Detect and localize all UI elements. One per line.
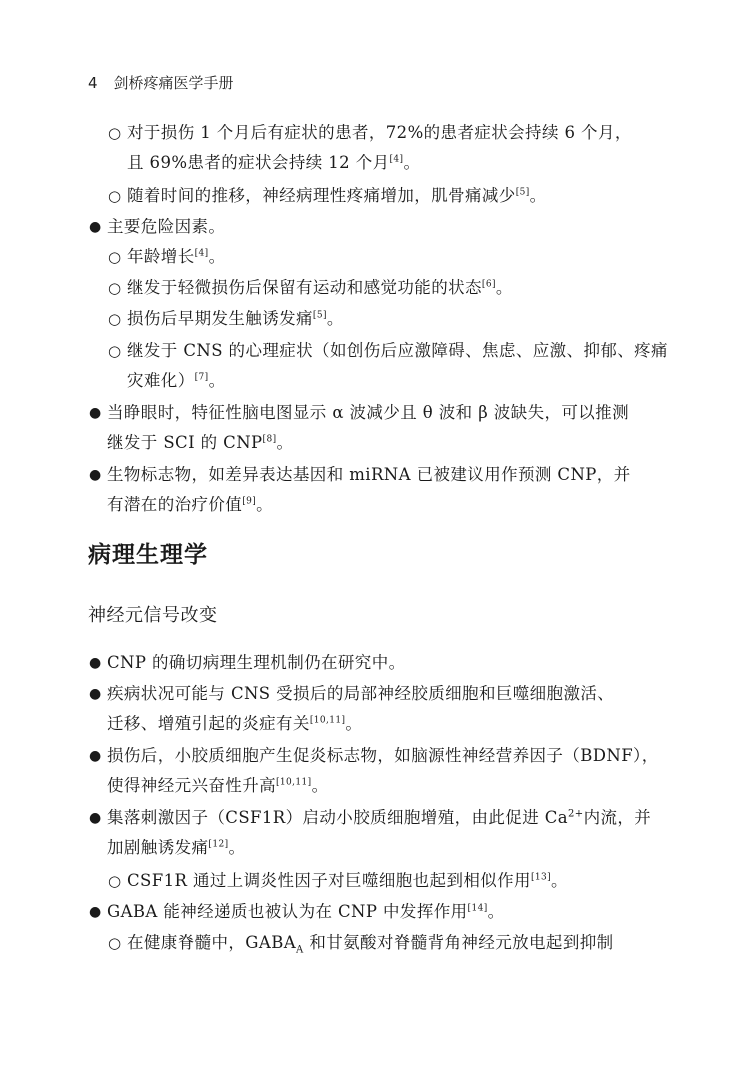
ion-charge: 2+: [568, 808, 584, 820]
citation-ref: [4]: [194, 248, 209, 259]
list-item: [108, 336, 668, 396]
text-run: CSF1R 通过上调炎性因子对巨噬细胞也起到相似作用: [127, 871, 531, 890]
text-run: 。: [228, 838, 246, 857]
bullet-hollow-icon: ○: [108, 187, 122, 205]
text-run: 有潜在的治疗价值: [107, 495, 243, 514]
list-item: [108, 273, 513, 303]
text-line: [127, 118, 632, 148]
text-run: 迁移、增殖引起的炎症有关: [107, 714, 310, 733]
list-item: [89, 212, 226, 242]
list-item: [108, 304, 344, 334]
text-run: 损伤后早期发生触诱发痛: [127, 309, 313, 328]
text-run: 年龄增长: [127, 247, 195, 266]
text-run: 随着时间的推移，神经病理性疼痛增加，肌骨痛减少: [127, 186, 516, 205]
text-line: [107, 212, 225, 242]
list-item: [89, 460, 631, 520]
text-run: 损伤后，小胶质细胞产生促炎标志物，如脑源性神经营养因子（BDNF），: [107, 746, 659, 765]
list-item: [89, 741, 659, 801]
text-line: [107, 490, 631, 520]
text-run: 。: [208, 247, 226, 266]
citation-ref: [9]: [242, 496, 257, 507]
bullet-hollow-icon: ○: [108, 279, 122, 297]
text-run: 。: [551, 871, 568, 890]
text-line: [127, 366, 668, 396]
citation-ref: [10,11]: [276, 777, 312, 788]
text-run: 当睁眼时，特征性脑电图显示 α 波减少且 θ 波和 β 波缺失，可以推测: [107, 403, 629, 422]
list-item: [89, 679, 615, 739]
subsection-title: 神经元信号改变: [88, 605, 218, 626]
text-run: 对于损伤 1 个月后有症状的患者，72%的患者症状会持续 6 个月，: [127, 123, 632, 142]
list-item: [108, 866, 568, 896]
text-line: [127, 304, 344, 334]
citation-ref: [5]: [312, 310, 327, 321]
text-run: 。: [403, 153, 421, 172]
text-run: 。: [256, 495, 274, 514]
text-run: 。: [311, 776, 329, 795]
citation-ref: [10,11]: [309, 715, 346, 726]
citation-ref: [14]: [467, 903, 488, 914]
section-title: 病理生理学: [88, 541, 208, 568]
text-run: 。: [529, 186, 547, 205]
text-run: 在健康脊髓中，GABA: [127, 933, 297, 952]
bullet-hollow-icon: ○: [108, 310, 122, 328]
text-run: 主要危险因素。: [107, 217, 226, 236]
text-line: [127, 148, 632, 178]
page-number: 4: [88, 74, 98, 92]
bullet-hollow-icon: ○: [108, 124, 122, 142]
bullet-filled-icon: ●: [89, 748, 102, 764]
citation-ref: [7]: [194, 372, 209, 383]
text-line: [107, 897, 505, 927]
text-run: 生物标志物，如差异表达基因和 miRNA 已被建议用作预测 CNP，并: [107, 465, 631, 484]
list-item: [108, 242, 226, 272]
bullet-filled-icon: ●: [89, 810, 102, 826]
text-line: [127, 242, 225, 272]
list-item: [89, 803, 652, 863]
bullet-filled-icon: ●: [89, 405, 102, 421]
list-item: [108, 928, 614, 958]
text-run: 继发于 SCI 的 CNP: [107, 433, 263, 452]
citation-ref: [8]: [262, 434, 277, 445]
text-line: [107, 709, 614, 739]
text-run: 。: [208, 371, 226, 390]
text-line: [127, 273, 513, 303]
text-run: 灾难化）: [127, 371, 195, 390]
text-line: [107, 771, 659, 801]
text-run: 。: [326, 309, 344, 328]
receptor-subscript: A: [296, 944, 304, 956]
list-item: [89, 398, 629, 458]
text-run: 加剧触诱发痛: [107, 838, 209, 857]
text-line: [107, 803, 651, 833]
text-line: [127, 866, 568, 896]
text-run: CNP 的确切病理生理机制仍在研究中。: [107, 653, 406, 672]
text-line: [127, 336, 668, 366]
text-line: [107, 648, 406, 678]
list-item: [108, 181, 547, 211]
running-header: [88, 72, 234, 93]
text-run: 且 69%患者的症状会持续 12 个月: [127, 153, 390, 172]
bullet-filled-icon: ●: [89, 904, 102, 920]
bullet-filled-icon: ●: [89, 467, 102, 483]
text-line: [127, 181, 547, 211]
text-run: 集落刺激因子（CSF1R）启动小胶质细胞增殖，由此促进 Ca: [107, 808, 569, 827]
text-run: 疾病状况可能与 CNS 受损后的局部神经胶质细胞和巨噬细胞激活、: [107, 684, 615, 703]
text-run: 继发于 CNS 的心理症状（如创伤后应激障碍、焦虑、应激、抑郁、疼痛: [127, 341, 668, 360]
text-line: [107, 679, 614, 709]
text-line: [107, 398, 629, 428]
citation-ref: [4]: [389, 154, 404, 165]
text-line: [107, 741, 659, 771]
bullet-hollow-icon: ○: [108, 934, 122, 952]
text-line: [107, 428, 629, 458]
text-run: 继发于轻微损伤后保留有运动和感觉功能的状态: [127, 278, 482, 297]
text-run: 。: [276, 433, 294, 452]
bullet-hollow-icon: ○: [108, 342, 122, 360]
text-run: GABA 能神经递质也被认为在 CNP 中发挥作用: [107, 902, 468, 921]
text-run: 。: [495, 278, 513, 297]
list-item: [108, 118, 632, 178]
bullet-filled-icon: ●: [89, 655, 102, 671]
list-item: [89, 897, 505, 927]
list-item: [89, 648, 406, 678]
text-run: 内流，并: [583, 808, 652, 827]
text-line: [107, 460, 631, 490]
bullet-hollow-icon: ○: [108, 872, 122, 890]
text-run: 。: [345, 714, 363, 733]
text-run: 和甘氨酸对脊髓背角神经元放电起到抑制: [303, 933, 614, 952]
bullet-filled-icon: ●: [89, 686, 102, 702]
bullet-filled-icon: ●: [89, 219, 102, 235]
text-line: [107, 833, 651, 863]
citation-ref: [6]: [481, 279, 496, 290]
text-line: [127, 928, 614, 958]
book-title: 剑桥疼痛医学手册: [113, 74, 234, 92]
text-run: 使得神经元兴奋性升高: [107, 776, 276, 795]
citation-ref: [13]: [530, 872, 552, 883]
text-run: 。: [487, 902, 505, 921]
citation-ref: [5]: [515, 187, 530, 198]
citation-ref: [12]: [208, 839, 229, 850]
bullet-hollow-icon: ○: [108, 248, 122, 266]
